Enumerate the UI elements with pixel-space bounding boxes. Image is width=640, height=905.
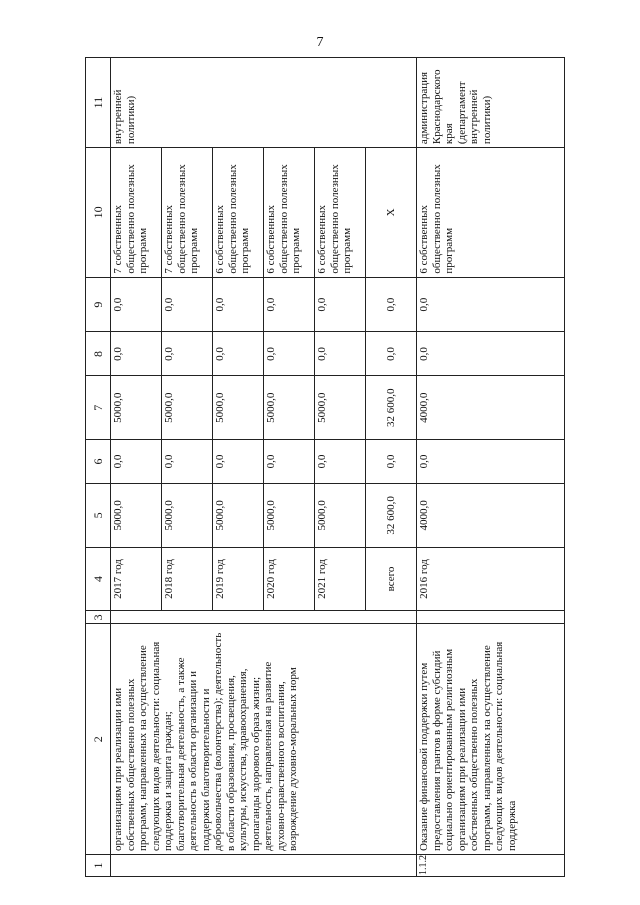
value-cell: 0,0 bbox=[417, 332, 565, 376]
header-col-2: 2 bbox=[86, 624, 111, 855]
header-col-4: 4 bbox=[86, 547, 111, 611]
value-cell: 0,0 bbox=[315, 440, 366, 484]
executor-cell: администрация Краснодарского края (департамент внутренней политики) bbox=[417, 58, 565, 148]
value-cell: 0,0 bbox=[162, 332, 213, 376]
value-cell: 0,0 bbox=[315, 277, 366, 332]
header-col-5: 5 bbox=[86, 483, 111, 547]
value-cell: 5000,0 bbox=[264, 483, 315, 547]
value-cell: 5000,0 bbox=[315, 483, 366, 547]
header-row bbox=[86, 58, 111, 877]
value-cell: 5000,0 bbox=[162, 483, 213, 547]
value-cell: 0,0 bbox=[111, 277, 162, 332]
year-cell: 2017 год bbox=[111, 547, 162, 611]
value-cell: 0,0 bbox=[315, 332, 366, 376]
value-cell: 5000,0 bbox=[162, 376, 213, 440]
total-result-cell: Х bbox=[366, 148, 417, 278]
value-cell: 5000,0 bbox=[213, 483, 264, 547]
value-cell: 0,0 bbox=[162, 440, 213, 484]
result-cell: 6 собственных общественно полезных программ bbox=[315, 148, 366, 278]
value-cell: 4000,0 bbox=[417, 376, 565, 440]
value-cell: 5000,0 bbox=[111, 376, 162, 440]
header-col-11: 11 bbox=[86, 58, 111, 148]
header-col-1: 1 bbox=[86, 855, 111, 877]
year-cell: 2019 год bbox=[213, 547, 264, 611]
result-cell: 7 собственных общественно полезных программ bbox=[162, 148, 213, 278]
value-cell: 0,0 bbox=[264, 332, 315, 376]
value-cell: 5000,0 bbox=[213, 376, 264, 440]
total-label-cell: всего bbox=[366, 547, 417, 611]
result-cell: 6 собственных общественно полезных программ bbox=[417, 148, 565, 278]
value-cell: 0,0 bbox=[213, 332, 264, 376]
value-cell: 5000,0 bbox=[111, 483, 162, 547]
total-value-cell: 32 600,0 bbox=[366, 376, 417, 440]
table-row bbox=[111, 58, 162, 877]
result-cell: 6 собственных общественно полезных программ bbox=[213, 148, 264, 278]
total-value-cell: 32 600,0 bbox=[366, 483, 417, 547]
total-value-cell: 0,0 bbox=[366, 440, 417, 484]
value-cell: 0,0 bbox=[213, 277, 264, 332]
value-cell: 0,0 bbox=[417, 440, 565, 484]
year-cell: 2016 год bbox=[417, 547, 565, 611]
table-wrapper bbox=[85, 57, 565, 877]
value-cell: 0,0 bbox=[264, 277, 315, 332]
col3-cell bbox=[111, 611, 417, 624]
result-cell: 6 собственных общественно полезных программ bbox=[264, 148, 315, 278]
value-cell: 0,0 bbox=[111, 332, 162, 376]
total-value-cell: 0,0 bbox=[366, 277, 417, 332]
year-cell: 2018 год bbox=[162, 547, 213, 611]
year-cell: 2020 год bbox=[264, 547, 315, 611]
value-cell: 0,0 bbox=[264, 440, 315, 484]
rotated-page-area bbox=[85, 57, 565, 877]
program-table bbox=[85, 57, 565, 877]
header-col-3: 3 bbox=[86, 611, 111, 624]
page-number: 7 bbox=[316, 35, 324, 50]
description-cell: организациям при реализации ими собственных общественно полезных программ, направленных на осуществление следующих видов деятельности: социальная поддержка и защита граждан; благотворительная деятельность, а также деятельность в области организации и поддержки благотворительности и добровольчества (волонтерства); деятельность в области образования, просвещения, культуры, искусства, здравоохранения, пропаганды здорового образа жизни; деятельность, направленная на развитие духовно-нравственного воспитания, возрождение духовно-моральных норм bbox=[111, 624, 417, 855]
value-cell: 5000,0 bbox=[315, 376, 366, 440]
row-number-cell bbox=[111, 855, 417, 877]
header-col-7: 7 bbox=[86, 376, 111, 440]
table-row bbox=[417, 58, 565, 877]
executor-cell: внутренней политики) bbox=[111, 58, 417, 148]
value-cell: 4000,0 bbox=[417, 483, 565, 547]
value-cell: 0,0 bbox=[213, 440, 264, 484]
description-cell: Оказание финансовой поддержки путем предоставления грантов в форме субсидий социально ориентированным религиозным организациям при реализации ими собственных общественно полезных программ, направленных на осуществление следующих видов деятельности: социальная поддержка bbox=[417, 624, 565, 855]
year-cell: 2021 год bbox=[315, 547, 366, 611]
col3-cell bbox=[417, 611, 565, 624]
value-cell: 0,0 bbox=[162, 277, 213, 332]
total-value-cell: 0,0 bbox=[366, 332, 417, 376]
row-number-cell: 1.1.2 bbox=[417, 855, 565, 877]
header-col-9: 9 bbox=[86, 277, 111, 332]
value-cell: 0,0 bbox=[111, 440, 162, 484]
header-col-10: 10 bbox=[86, 148, 111, 278]
result-cell: 7 собственных общественно полезных программ bbox=[111, 148, 162, 278]
value-cell: 0,0 bbox=[417, 277, 565, 332]
value-cell: 5000,0 bbox=[264, 376, 315, 440]
header-col-6: 6 bbox=[86, 440, 111, 484]
header-col-8: 8 bbox=[86, 332, 111, 376]
